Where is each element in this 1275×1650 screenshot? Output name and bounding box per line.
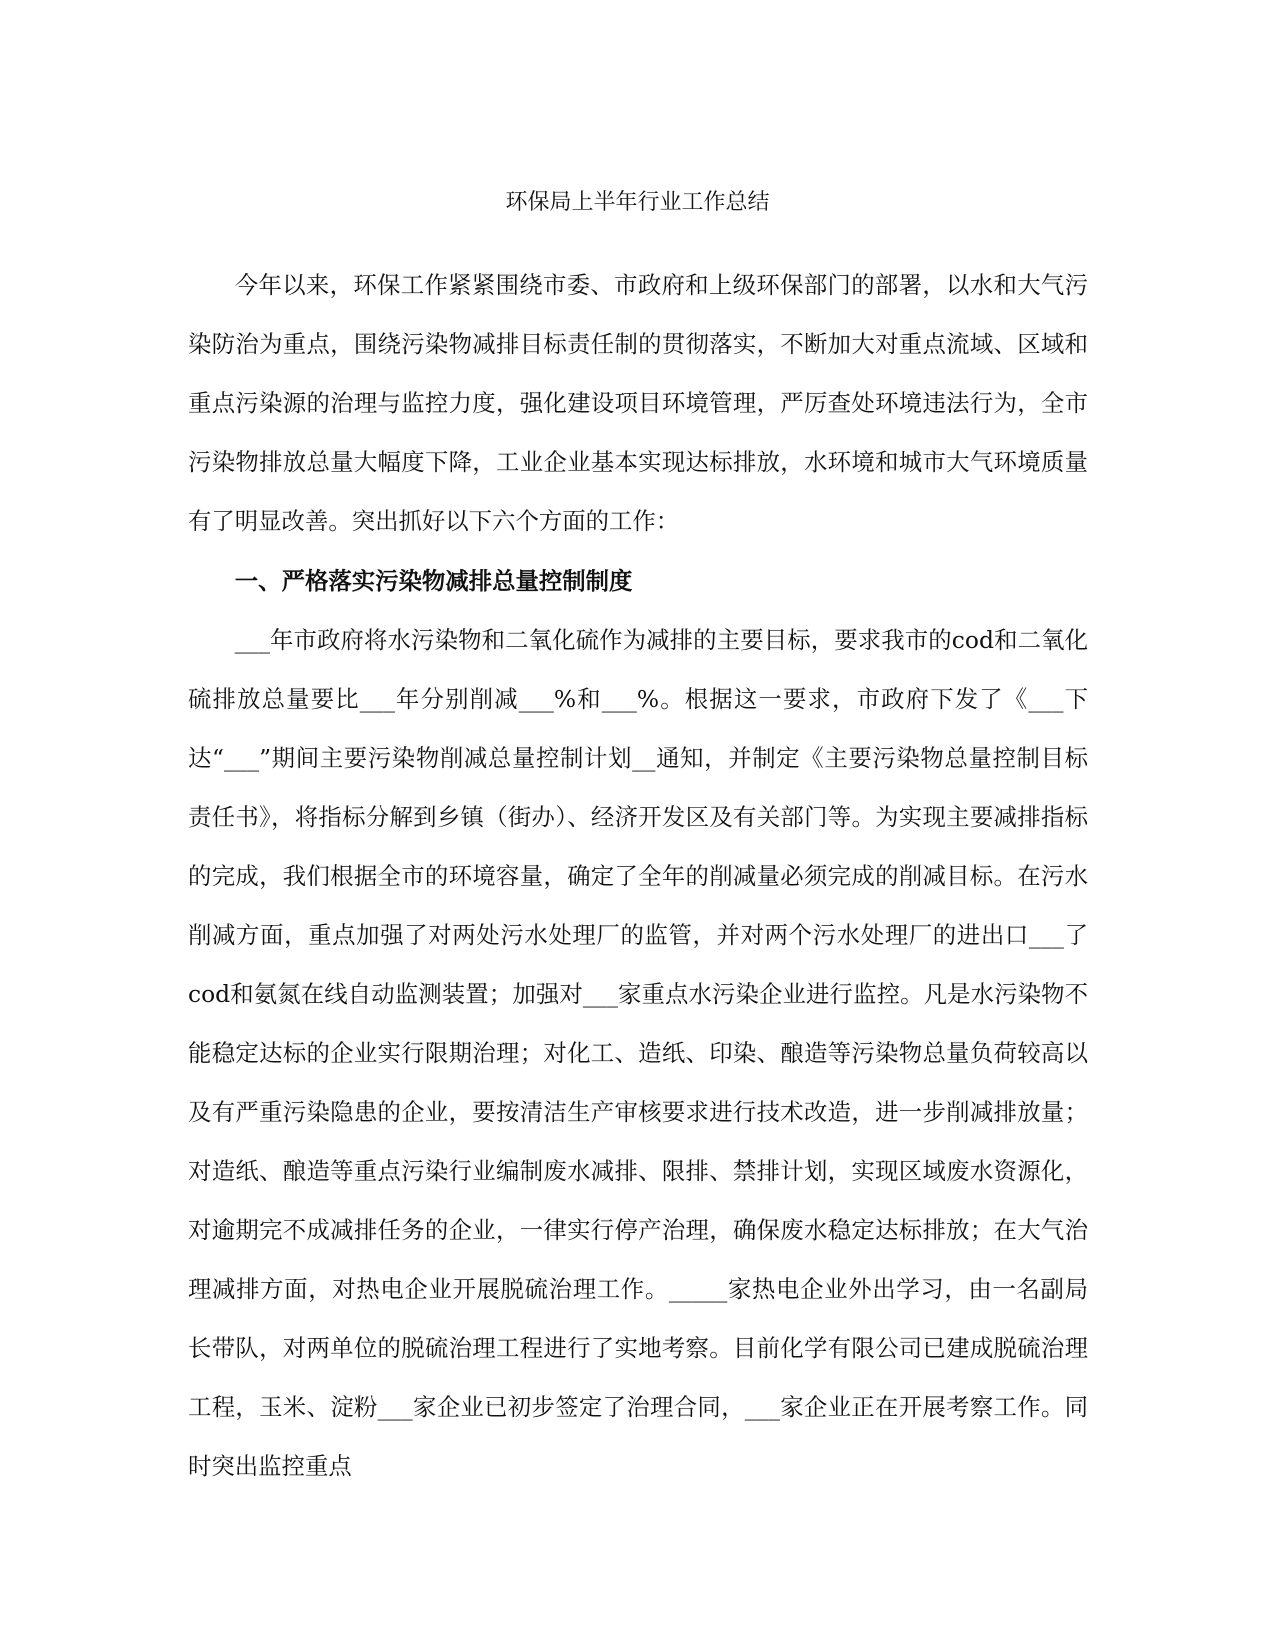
section-body-paragraph: ___年市政府将水污染物和二氧化硫作为减排的主要目标，要求我市的cod和二氧化硫排放总量要比___年分别削减___%和___%。根据这一要求，市政府下发了《___下达“___”期间主要污染物削减总量控制计划__通知，并制定《主要污染物总量控制目标责任书》，将指标分解到乡镇（街办）、经济开发区及有关部门等。为实现主要减排指标的完成，我们根据全市的环境容量，确定了全年的削减量必须完成的削减目标。在污水削减方面，重点加强了对两处污水处理厂的监管，并对两个污水处理厂的进出口___了cod和氨氮在线自动监测装置；加强对___家重点水污染企业进行监控。凡是水污染物不能稳定达标的企业实行限期治理；对化工、造纸、印染、酿造等污染物总量负荷较高以及有严重污染隐患的企业，要按清洁生产审核要求进行技术改造，进一步削减排放量；对造纸、酿造等重点污染行业编制废水减排、限排、禁排计划，实现区域废水资源化，对逾期完不成减排任务的企业，一律实行停产治理，确保废水稳定达标排放；在大气治理减排方面，对热电企业开展脱硫治理工作。_____家热电企业外出学习，由一名副局长带队，对两单位的脱硫治理工程进行了实地考察。目前化学有限公司已建成脱硫治理工程，玉米、淀粉___家企业已初步签定了治理合同，___家企业正在开展考察工作。同时突出监控重点 [188, 626, 1088, 1480]
intro-paragraph: 今年以来，环保工作紧紧围绕市委、市政府和上级环保部门的部署，以水和大气污染防治为重点，围绕污染物减排目标责任制的贯彻落实，不断加大对重点流域、区域和重点污染源的治理与监控力度，强化建设项目环境管理，严厉查处环境违法行为，全市污染物排放总量大幅度下降，工业企业基本实现达标排放，水环境和城市大气环境质量有了明显改善。突出抓好以下六个方面的工作： [188, 271, 1088, 535]
section-body-block [188, 611, 1088, 1496]
intro-paragraph-block [188, 256, 1088, 551]
section-heading: 一、严格落实污染物减排总量控制制度 [234, 567, 633, 595]
document-title: 环保局上半年行业工作总结 [505, 190, 770, 215]
